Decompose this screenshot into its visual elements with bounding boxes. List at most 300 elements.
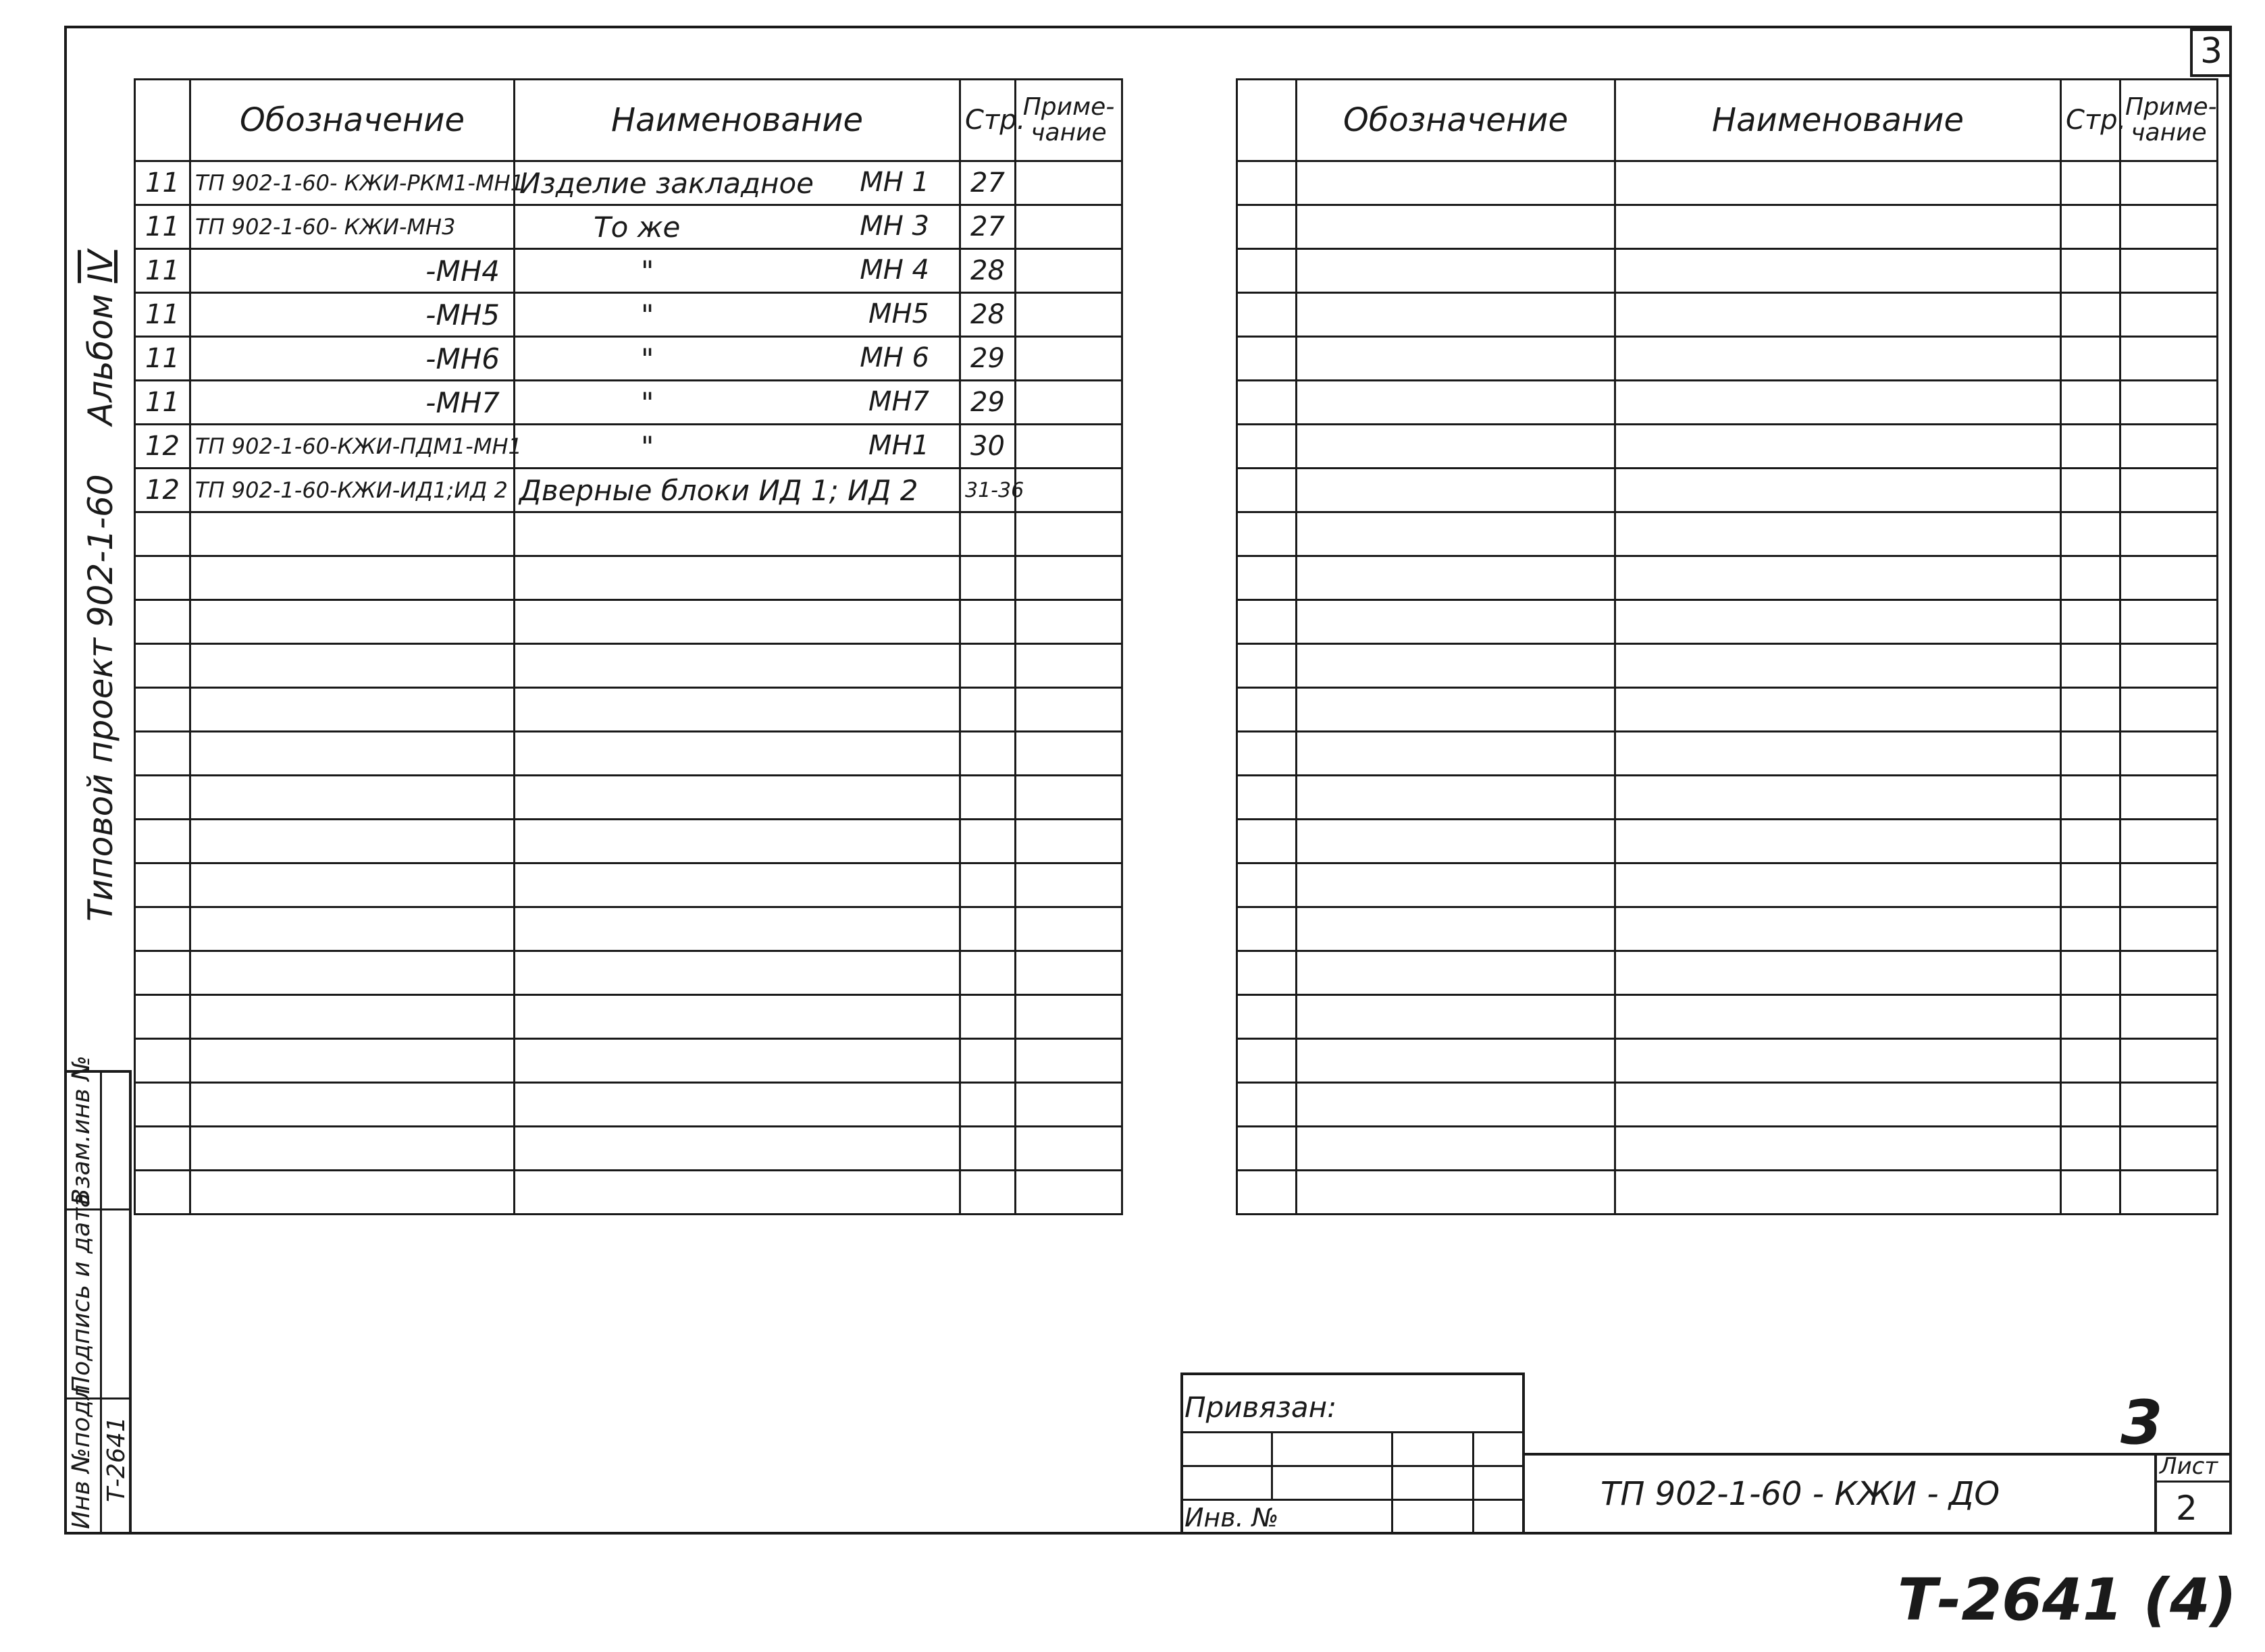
table-row-empty — [1237, 161, 2218, 205]
row-name — [515, 205, 960, 249]
header-page: Стр. — [2061, 80, 2120, 161]
empty-cell — [515, 732, 960, 776]
table-row-empty — [1237, 820, 2218, 863]
row-name-text: " — [641, 254, 654, 288]
empty-cell — [2061, 600, 2120, 644]
empty-cell — [1615, 1039, 2061, 1083]
empty-cell — [1297, 381, 1615, 425]
header-note-text: Приме- чание — [1022, 93, 1115, 146]
empty-cell — [2061, 863, 2120, 907]
side-project-title: Типовой проект 902-1-60 — [81, 474, 120, 922]
table-row — [135, 469, 1122, 512]
empty-cell — [1615, 1083, 2061, 1127]
row-name — [515, 469, 960, 512]
empty-cell — [1615, 907, 2061, 951]
empty-cell — [2120, 995, 2218, 1039]
side-album-label: Альбом — [81, 294, 120, 425]
table-row — [135, 381, 1122, 425]
empty-cell — [135, 732, 190, 776]
table-row-empty — [1237, 469, 2218, 512]
empty-cell — [1237, 644, 1297, 688]
row-album-number: 11 — [135, 293, 190, 337]
empty-cell — [1237, 600, 1297, 644]
empty-cell — [960, 1039, 1016, 1083]
archive-number: Т-2641 (4) — [1898, 1566, 2237, 1634]
table-row-empty — [1237, 512, 2218, 556]
row-name-text: То же — [594, 210, 681, 244]
row-mark: МН5 — [868, 298, 929, 329]
empty-cell — [135, 820, 190, 863]
empty-cell — [135, 776, 190, 820]
empty-cell — [1016, 600, 1122, 644]
row-designation: ТП 902-1-60- КЖИ-РКМ1-МН1 — [190, 161, 515, 205]
table-row-empty — [1237, 863, 2218, 907]
empty-cell — [1237, 293, 1297, 337]
empty-cell — [1615, 600, 2061, 644]
left-header-row — [135, 80, 1122, 161]
empty-cell — [1237, 556, 1297, 600]
side-album — [81, 250, 120, 425]
empty-cell — [2120, 863, 2218, 907]
header-name: Наименование — [1615, 80, 2061, 161]
row-note — [1016, 293, 1122, 337]
empty-cell — [1297, 1127, 1615, 1171]
empty-cell — [2120, 293, 2218, 337]
empty-cell — [190, 644, 515, 688]
document-code: ТП 902-1-60 - КЖИ - ДО — [1600, 1475, 2000, 1513]
empty-cell — [515, 907, 960, 951]
empty-cell — [2120, 1127, 2218, 1171]
row-note — [1016, 381, 1122, 425]
empty-cell — [1016, 1171, 1122, 1215]
empty-cell — [2120, 249, 2218, 293]
empty-cell — [190, 556, 515, 600]
empty-cell — [1237, 161, 1297, 205]
row-note — [1016, 425, 1122, 469]
empty-cell — [1237, 1127, 1297, 1171]
empty-cell — [1016, 1039, 1122, 1083]
empty-cell — [515, 820, 960, 863]
empty-cell — [135, 1039, 190, 1083]
empty-cell — [1237, 863, 1297, 907]
row-page: 29 — [960, 381, 1016, 425]
empty-cell — [190, 907, 515, 951]
row-mark: МН 1 — [860, 166, 929, 198]
table-row-empty — [1237, 1039, 2218, 1083]
header-name: Наименование — [515, 80, 960, 161]
header-note-text: Приме- чание — [2125, 93, 2217, 146]
right-register-table — [1236, 78, 2218, 1215]
empty-cell — [2061, 512, 2120, 556]
table-row-empty — [135, 820, 1122, 863]
stamp-inv-value: Т-2641 — [103, 1416, 130, 1502]
empty-cell — [190, 688, 515, 732]
empty-cell — [1016, 995, 1122, 1039]
empty-cell — [2061, 1127, 2120, 1171]
empty-cell — [960, 1127, 1016, 1171]
empty-cell — [1237, 469, 1297, 512]
stamp-inv-podl-label: Инв №подл — [68, 1384, 95, 1529]
header-designation: Обозначение — [190, 80, 515, 161]
empty-cell — [515, 1083, 960, 1127]
empty-cell — [1297, 776, 1615, 820]
empty-cell — [2061, 951, 2120, 995]
header-num — [135, 80, 190, 161]
header-page: Стр. — [960, 80, 1016, 161]
table-row-empty — [1237, 337, 2218, 381]
row-name-text: " — [641, 342, 654, 375]
empty-cell — [1615, 863, 2061, 907]
empty-cell — [2120, 644, 2218, 688]
empty-cell — [1297, 161, 1615, 205]
empty-cell — [1297, 337, 1615, 381]
empty-cell — [2061, 469, 2120, 512]
empty-cell — [515, 600, 960, 644]
big-page-mark: 3 — [2120, 1387, 2163, 1458]
row-mark: МН 6 — [860, 342, 929, 373]
empty-cell — [1016, 732, 1122, 776]
empty-cell — [2120, 512, 2218, 556]
empty-cell — [2120, 381, 2218, 425]
empty-cell — [515, 995, 960, 1039]
row-name-text: " — [641, 385, 654, 419]
table-row-empty — [135, 1083, 1122, 1127]
row-name-text: Изделие закладное — [519, 166, 814, 200]
empty-cell — [190, 600, 515, 644]
empty-cell — [1016, 644, 1122, 688]
empty-cell — [2061, 381, 2120, 425]
empty-cell — [1615, 249, 2061, 293]
header-note — [2120, 80, 2218, 161]
empty-cell — [1016, 556, 1122, 600]
empty-cell — [1237, 688, 1297, 732]
empty-cell — [1237, 337, 1297, 381]
table-row — [135, 249, 1122, 293]
table-row-empty — [135, 512, 1122, 556]
empty-cell — [960, 951, 1016, 995]
empty-cell — [135, 907, 190, 951]
empty-cell — [1237, 425, 1297, 469]
row-album-number: 12 — [135, 425, 190, 469]
row-album-number: 12 — [135, 469, 190, 512]
header-note — [1016, 80, 1122, 161]
table-row-empty — [1237, 776, 2218, 820]
empty-cell — [1615, 425, 2061, 469]
empty-cell — [1237, 951, 1297, 995]
empty-cell — [2120, 951, 2218, 995]
empty-cell — [2120, 469, 2218, 512]
empty-cell — [2120, 1039, 2218, 1083]
empty-cell — [2120, 776, 2218, 820]
empty-cell — [190, 1127, 515, 1171]
row-designation: ТП 902-1-60- КЖИ-МН3 — [190, 205, 515, 249]
empty-cell — [1237, 1039, 1297, 1083]
empty-cell — [1297, 644, 1615, 688]
empty-cell — [1297, 600, 1615, 644]
empty-cell — [1237, 249, 1297, 293]
row-designation: ТП 902-1-60-КЖИ-ПДМ1-МН1 — [190, 425, 515, 469]
table-row-empty — [1237, 249, 2218, 293]
empty-cell — [1615, 732, 2061, 776]
table-row-empty — [135, 688, 1122, 732]
row-mark: МН1 — [868, 429, 929, 461]
empty-cell — [135, 556, 190, 600]
row-name-text: Дверные блоки ИД 1; ИД 2 — [519, 473, 918, 507]
row-page: 27 — [960, 205, 1016, 249]
empty-cell — [2120, 732, 2218, 776]
empty-cell — [190, 512, 515, 556]
empty-cell — [1237, 776, 1297, 820]
row-note — [1016, 249, 1122, 293]
empty-cell — [1016, 951, 1122, 995]
empty-cell — [1297, 951, 1615, 995]
empty-cell — [1297, 512, 1615, 556]
empty-cell — [515, 1127, 960, 1171]
empty-cell — [960, 907, 1016, 951]
table-row-empty — [135, 995, 1122, 1039]
empty-cell — [2061, 425, 2120, 469]
row-name-text: " — [641, 429, 654, 463]
row-note — [1016, 161, 1122, 205]
empty-cell — [1615, 1171, 2061, 1215]
empty-cell — [2120, 161, 2218, 205]
row-note — [1016, 337, 1122, 381]
table-row-empty — [1237, 688, 2218, 732]
table-row-empty — [1237, 1083, 2218, 1127]
empty-cell — [190, 1039, 515, 1083]
empty-cell — [190, 863, 515, 907]
row-page: 27 — [960, 161, 1016, 205]
row-mark: МН 4 — [860, 254, 929, 286]
empty-cell — [960, 600, 1016, 644]
empty-cell — [1297, 688, 1615, 732]
list-value: 2 — [2176, 1489, 2197, 1528]
empty-cell — [1297, 469, 1615, 512]
table-row-empty — [135, 776, 1122, 820]
row-album-number: 11 — [135, 337, 190, 381]
empty-cell — [1297, 1039, 1615, 1083]
empty-cell — [2061, 293, 2120, 337]
table-row-empty — [1237, 381, 2218, 425]
empty-cell — [1615, 776, 2061, 820]
table-row-empty — [1237, 1127, 2218, 1171]
empty-cell — [135, 688, 190, 732]
empty-cell — [960, 732, 1016, 776]
empty-cell — [1297, 1083, 1615, 1127]
table-row-empty — [135, 1127, 1122, 1171]
table-row-empty — [1237, 556, 2218, 600]
empty-cell — [515, 951, 960, 995]
empty-cell — [1615, 1127, 2061, 1171]
empty-cell — [1615, 820, 2061, 863]
empty-cell — [515, 1039, 960, 1083]
empty-cell — [960, 512, 1016, 556]
empty-cell — [1615, 469, 2061, 512]
empty-cell — [1297, 1171, 1615, 1215]
empty-cell — [190, 951, 515, 995]
empty-cell — [135, 644, 190, 688]
empty-cell — [135, 512, 190, 556]
empty-cell — [2120, 1171, 2218, 1215]
empty-cell — [1297, 556, 1615, 600]
row-name — [515, 293, 960, 337]
empty-cell — [960, 556, 1016, 600]
empty-cell — [1615, 293, 2061, 337]
empty-cell — [2120, 907, 2218, 951]
row-mark: МН7 — [868, 385, 929, 417]
empty-cell — [190, 820, 515, 863]
table-row — [135, 161, 1122, 205]
empty-cell — [2061, 776, 2120, 820]
inv-no-label: Инв. № — [1184, 1503, 1279, 1533]
empty-cell — [2120, 1083, 2218, 1127]
empty-cell — [135, 995, 190, 1039]
row-name-text: " — [641, 298, 654, 331]
stamp-podpis-label: Подпись и дата — [68, 1192, 95, 1394]
corner-number: 3 — [2200, 31, 2223, 72]
empty-cell — [515, 512, 960, 556]
empty-cell — [960, 1083, 1016, 1127]
empty-cell — [2061, 820, 2120, 863]
row-album-number: 11 — [135, 161, 190, 205]
empty-cell — [1237, 820, 1297, 863]
empty-cell — [1016, 688, 1122, 732]
table-row-empty — [135, 863, 1122, 907]
empty-cell — [2061, 249, 2120, 293]
right-header-row — [1237, 80, 2218, 161]
row-note — [1016, 205, 1122, 249]
empty-cell — [1237, 1083, 1297, 1127]
row-designation: -МН4 — [190, 249, 515, 293]
table-row-empty — [135, 1171, 1122, 1215]
row-mark: МН 3 — [860, 210, 929, 242]
empty-cell — [2061, 337, 2120, 381]
empty-cell — [1615, 995, 2061, 1039]
empty-cell — [135, 863, 190, 907]
empty-cell — [1237, 205, 1297, 249]
table-row-empty — [135, 907, 1122, 951]
empty-cell — [2061, 556, 2120, 600]
empty-cell — [515, 644, 960, 688]
empty-cell — [1615, 644, 2061, 688]
row-page: 30 — [960, 425, 1016, 469]
empty-cell — [1016, 863, 1122, 907]
empty-cell — [2120, 600, 2218, 644]
empty-cell — [2061, 995, 2120, 1039]
row-page: 29 — [960, 337, 1016, 381]
empty-cell — [1297, 425, 1615, 469]
table-row-empty — [1237, 732, 2218, 776]
empty-cell — [190, 1171, 515, 1215]
list-label: Лист — [2160, 1453, 2218, 1480]
row-page: 28 — [960, 293, 1016, 337]
empty-cell — [2061, 688, 2120, 732]
header-designation: Обозначение — [1297, 80, 1615, 161]
empty-cell — [2061, 732, 2120, 776]
row-note — [1016, 469, 1122, 512]
row-designation: -МН7 — [190, 381, 515, 425]
empty-cell — [515, 1171, 960, 1215]
table-row — [135, 337, 1122, 381]
row-name — [515, 337, 960, 381]
empty-cell — [1016, 1127, 1122, 1171]
header-num — [1237, 80, 1297, 161]
empty-cell — [190, 1083, 515, 1127]
empty-cell — [135, 1127, 190, 1171]
table-row-empty — [135, 951, 1122, 995]
empty-cell — [1297, 907, 1615, 951]
table-row-empty — [1237, 995, 2218, 1039]
empty-cell — [1237, 512, 1297, 556]
empty-cell — [2120, 205, 2218, 249]
empty-cell — [1016, 907, 1122, 951]
table-row — [135, 293, 1122, 337]
table-row-empty — [1237, 293, 2218, 337]
row-album-number: 11 — [135, 205, 190, 249]
empty-cell — [1297, 249, 1615, 293]
empty-cell — [960, 776, 1016, 820]
empty-cell — [190, 776, 515, 820]
empty-cell — [135, 1171, 190, 1215]
empty-cell — [135, 600, 190, 644]
row-designation: -МН6 — [190, 337, 515, 381]
empty-cell — [960, 863, 1016, 907]
empty-cell — [1016, 776, 1122, 820]
empty-cell — [515, 863, 960, 907]
empty-cell — [960, 644, 1016, 688]
empty-cell — [1615, 688, 2061, 732]
empty-cell — [1615, 337, 2061, 381]
empty-cell — [1297, 732, 1615, 776]
stamp-vzam-label: Взам.инв № — [68, 1055, 95, 1205]
row-page: 28 — [960, 249, 1016, 293]
empty-cell — [1016, 820, 1122, 863]
empty-cell — [135, 951, 190, 995]
table-row-empty — [135, 1039, 1122, 1083]
empty-cell — [2061, 1039, 2120, 1083]
empty-cell — [1237, 732, 1297, 776]
table-row-empty — [1237, 600, 2218, 644]
table-row-empty — [135, 556, 1122, 600]
table-row-empty — [1237, 1171, 2218, 1215]
empty-cell — [190, 732, 515, 776]
empty-cell — [1237, 381, 1297, 425]
empty-cell — [2061, 161, 2120, 205]
empty-cell — [2061, 1083, 2120, 1127]
empty-cell — [1615, 512, 2061, 556]
row-name — [515, 161, 960, 205]
row-album-number: 11 — [135, 381, 190, 425]
empty-cell — [1297, 293, 1615, 337]
empty-cell — [135, 1083, 190, 1127]
empty-cell — [1237, 995, 1297, 1039]
empty-cell — [1016, 512, 1122, 556]
row-name — [515, 425, 960, 469]
table-row — [135, 425, 1122, 469]
row-page: 31-36 — [960, 469, 1016, 512]
empty-cell — [1297, 995, 1615, 1039]
table-row-empty — [1237, 907, 2218, 951]
empty-cell — [1016, 1083, 1122, 1127]
empty-cell — [1237, 1171, 1297, 1215]
row-name — [515, 249, 960, 293]
empty-cell — [515, 688, 960, 732]
table-row — [135, 205, 1122, 249]
row-designation: -МН5 — [190, 293, 515, 337]
empty-cell — [1615, 556, 2061, 600]
empty-cell — [960, 1171, 1016, 1215]
table-row-empty — [1237, 205, 2218, 249]
